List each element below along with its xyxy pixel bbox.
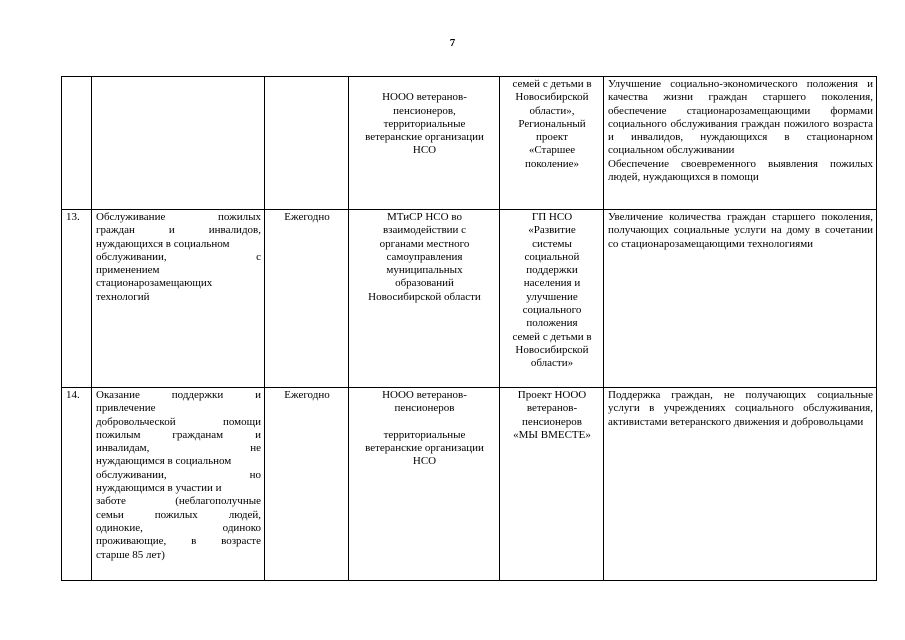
activity-word: обслуживании, (96, 468, 167, 481)
activity-word: и (168, 224, 175, 237)
activity-word: не (250, 442, 261, 455)
activity-line (96, 264, 261, 277)
row-number-cell: 13. (62, 210, 92, 388)
cell-line: населения и (523, 277, 581, 290)
activity-line (96, 535, 261, 548)
cell-line: территориальные (383, 428, 466, 441)
activity-word: одиноко (222, 521, 261, 534)
result-text-2: Обеспечение своевременного выявления пожилых людей, нуждающихся в помощи (608, 157, 873, 184)
cell-line: ГП НСО (531, 211, 573, 223)
activity-cell (92, 210, 265, 388)
cell-line: взаимодействии с (382, 224, 467, 237)
cell-line: территориальные (383, 117, 466, 130)
cell-line: системы (532, 237, 572, 250)
result-text: Улучшение социально-экономического положения и качества жизни граждан старшего поколения, обеспечение стационарозамещающими формами социального обслуживания граждан пожилого возраста и инвалидов, нуждающихся в стационарном социальном обслуживании (608, 78, 873, 157)
cell-line: проект (536, 131, 568, 144)
activity-word: поддержки (171, 389, 224, 401)
activity-line (96, 549, 261, 562)
activity-word: заботе (96, 495, 126, 508)
executor-cell (349, 77, 500, 210)
activity-line (96, 389, 261, 402)
activity-line (96, 277, 261, 290)
result-text: Поддержка граждан, не получающих социальные услуги в учреждениях социального обслуживания, активистами ветеранского движения и добровольцами (608, 389, 873, 428)
activity-word: технологий (96, 290, 150, 303)
cell-line: «Развитие (528, 224, 576, 237)
cell-line: Новосибирской (515, 343, 589, 356)
activity-word: возрасте (221, 535, 261, 548)
activity-word: проживающие, (96, 535, 167, 548)
activity-word: семьи (96, 508, 124, 521)
activity-word: Оказание (96, 389, 140, 401)
activity-word: стационарозамещающих (96, 277, 213, 290)
cell-line: органами местного (379, 237, 470, 250)
page-number: 7 (449, 37, 456, 49)
activity-cell (92, 77, 265, 210)
cell-line: «Старшее (528, 144, 576, 157)
cell-line: Региональный (518, 117, 586, 130)
cell-line: Проект НООО (517, 389, 587, 401)
cell-line: области» (530, 357, 574, 370)
activity-word: пожилых (218, 211, 261, 223)
activity-line (96, 402, 261, 415)
activity-word: добровольческой (96, 415, 176, 428)
activity-word: инвалидам, (96, 442, 150, 455)
activity-word: гражданам (172, 428, 224, 441)
table-row (62, 388, 877, 581)
cell-line (353, 416, 496, 429)
measures-table (61, 76, 877, 581)
table-row (62, 77, 877, 210)
cell-line: Новосибирской области (368, 290, 481, 303)
activity-word: нуждающихся в социальном (96, 237, 230, 250)
table-row (62, 210, 877, 388)
cell-line: НООО ветеранов- (382, 91, 467, 104)
activity-line (96, 211, 261, 224)
cell-line: поддержки (526, 264, 578, 277)
cell-line: социальной (524, 250, 580, 263)
executor-cell (349, 210, 500, 388)
activity-word: людей, (228, 508, 261, 521)
program-cell (500, 388, 604, 581)
activity-cell (92, 388, 265, 581)
activity-line (96, 522, 261, 535)
cell-line: Новосибирской (515, 91, 589, 104)
activity-line (96, 238, 261, 251)
activity-word: обслуживании, (96, 250, 167, 263)
activity-word: привлечение (96, 402, 156, 415)
activity-word: помощи (223, 415, 261, 428)
cell-line: семей с детьми в (512, 330, 592, 343)
activity-word: одинокие, (96, 521, 143, 534)
activity-word: в (191, 535, 197, 548)
activity-word: и (255, 428, 261, 441)
cell-line: пенсионеров, (393, 104, 456, 117)
cell-line: улучшение (526, 290, 578, 303)
row-number-cell (62, 77, 92, 210)
cell-line: пенсионеров (394, 402, 455, 415)
activity-line (96, 251, 261, 264)
period-cell (265, 77, 349, 210)
period-cell: Ежегодно (265, 388, 349, 581)
activity-line (96, 495, 261, 508)
cell-line: семей с детьми в (512, 78, 592, 90)
cell-line: муниципальных (386, 264, 463, 277)
executor-cell (349, 388, 500, 581)
period-cell: Ежегодно (265, 210, 349, 388)
activity-word: нуждающимся в социальном (96, 455, 232, 468)
result-cell (604, 210, 877, 388)
activity-word: граждан (96, 224, 135, 237)
cell-line: НООО ветеранов- (382, 389, 467, 401)
activity-word: с (256, 250, 261, 263)
activity-word: пожилых (154, 508, 198, 521)
activity-word: нуждающимся в участии и (96, 482, 222, 495)
cell-line: «МЫ ВМЕСТЕ» (513, 428, 591, 441)
activity-word: пожилым (96, 428, 141, 441)
activity-word: инвалидов, (208, 224, 261, 237)
program-cell (500, 210, 604, 388)
activity-line (96, 455, 261, 468)
cell-line (353, 78, 496, 91)
activity-word: Обслуживание (96, 211, 166, 223)
cell-line: ветеранские организации (365, 131, 484, 144)
cell-line: самоуправления (386, 250, 463, 263)
activity-word: старше 85 лет) (96, 548, 165, 561)
activity-line (96, 416, 261, 429)
row-number-cell: 14. (62, 388, 92, 581)
cell-line: МТиСР НСО во (387, 211, 462, 223)
cell-line: области», (529, 104, 575, 117)
activity-word: применением (96, 264, 160, 277)
activity-line (96, 442, 261, 455)
result-text: Увеличение количества граждан старшего поколения, получающих социальные услуги на дому в сочетании со стационарозамещающими технологиями (608, 211, 873, 250)
activity-word: (неблагополучные (175, 495, 261, 508)
cell-line: пенсионеров (522, 415, 582, 428)
activity-line (96, 469, 261, 482)
result-cell (604, 388, 877, 581)
activity-line (96, 291, 261, 304)
result-cell (604, 77, 877, 210)
program-cell (500, 77, 604, 210)
cell-line: положения (526, 317, 578, 330)
activity-word: и (255, 389, 261, 401)
cell-line: НСО (412, 455, 437, 468)
cell-line: НСО (412, 144, 437, 157)
cell-line: образований (395, 277, 454, 290)
cell-line: социального (522, 304, 582, 317)
activity-line (96, 429, 261, 442)
activity-line (96, 509, 261, 522)
cell-line: ветеранов- (526, 402, 578, 415)
cell-line: ветеранские организации (365, 442, 484, 455)
activity-line (96, 482, 261, 495)
activity-line (96, 224, 261, 237)
activity-word: но (249, 468, 261, 481)
cell-line: поколение» (524, 157, 580, 170)
